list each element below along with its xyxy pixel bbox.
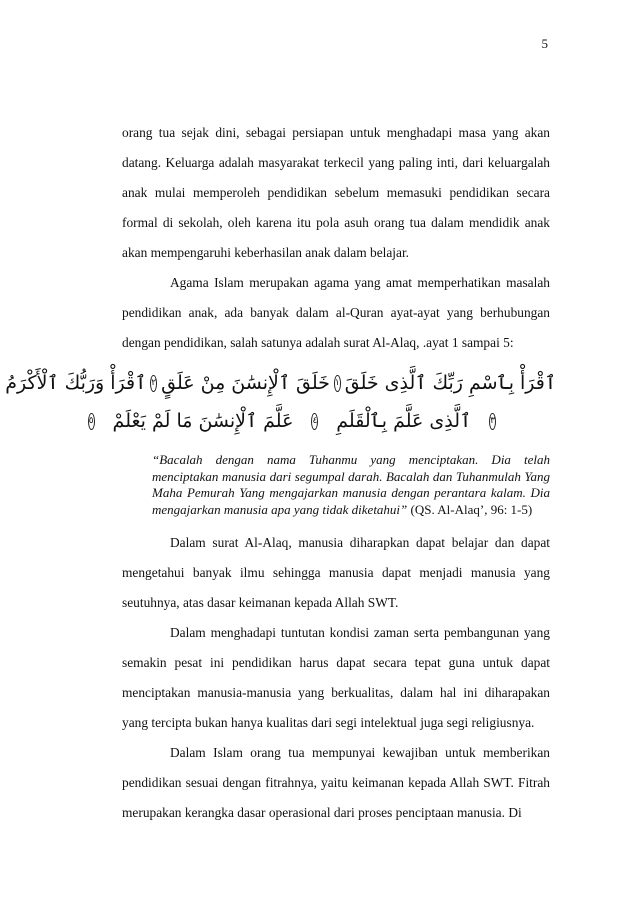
- page-body: [5, 118, 556, 828]
- ayah-number-5: ٥: [88, 413, 95, 430]
- paragraph-2: Agama Islam merupakan agama yang amat memperhatikan masalah pendidikan anak, ada banyak dalam al-Quran ayat-ayat yang berhubungan dengan pendidikan, salah satunya adalah surat Al-Alaq, .ayat 1 sampai 5:: [122, 275, 550, 350]
- translation-citation: (QS. Al-Alaq’, 96: 1-5): [407, 501, 533, 517]
- paragraph-5: Dalam Islam orang tua mempunyai kewajiban untuk memberikan pendidikan sesuai dengan fitrahnya, yaitu keimanan kepada Allah SWT. Fitrah merupakan kerangka dasar operasional dari proses penciptaan manusia. Di: [122, 745, 550, 820]
- ayah-2: خَلَقَ ٱلْإِنسَٰنَ مِنْ عَلَقٍ: [161, 372, 330, 394]
- paragraph-3: Dalam surat Al-Alaq, manusia diharapkan dapat belajar dan dapat mengetahui banyak ilmu sehingga manusia dapat menjadi manusia yang seutuhnya, atas dasar keimanan kepada Allah SWT.: [122, 535, 550, 610]
- paragraph-1: orang tua sejak dini, sebagai persiapan untuk menghadapi masa yang akan datang. Keluarga adalah masyarakat terkecil yang paling inti, dari keluargalah anak mulai memperoleh pendidikan sebelum memasuki pendidikan secara formal di sekolah, oleh karena itu pola asuh orang tua dalam mendidik anak akan mempengaruhi keberhasilan anak dalam belajar.: [122, 125, 550, 260]
- ayah-1: ٱقْرَأْ بِٱسْمِ رَبِّكَ ٱلَّذِى خَلَقَ: [344, 372, 556, 394]
- ayah-number-3: ٣: [489, 413, 496, 430]
- quran-verses: [5, 364, 556, 440]
- ayah-5: عَلَّمَ ٱلْإِنسَٰنَ مَا لَمْ يَعْلَمْ: [112, 410, 294, 432]
- quran-line-1: [5, 364, 556, 402]
- ayah-number-1: ١: [334, 375, 341, 392]
- verse-translation: [152, 452, 550, 518]
- paragraph-4: Dalam menghadapi tuntutan kondisi zaman serta pembangunan yang semakin pesat ini pendidikan harus dapat secara tepat guna untuk dapat menciptakan manusia-manusia yang berkualitas, dalam hal ini diharapakan yang tercipta bukan hanya kualitas dari segi intelektual juga segi religiusnya.: [122, 625, 550, 730]
- page-number: 5: [541, 36, 548, 51]
- quran-line-2: [88, 402, 556, 440]
- ayah-number-2: ٢: [150, 375, 157, 392]
- ayah-3: ٱقْرَأْ وَرَبُّكَ ٱلْأَكْرَمُ: [5, 372, 147, 394]
- ayah-number-4: ٤: [311, 413, 318, 430]
- ayah-4: ٱلَّذِى عَلَّمَ بِٱلْقَلَمِ: [336, 410, 472, 432]
- translation-text: “Bacalah dengan nama Tuhanmu yang menciptakan. Dia telah menciptakan manusia dari segumpal darah. Bacalah dan Tuhanmulah Yang Maha Pemurah Yang mengajarkan manusia dengan perantara kalam. Dia mengajarkan manusia apa yang tidak diketahui”: [152, 452, 550, 517]
